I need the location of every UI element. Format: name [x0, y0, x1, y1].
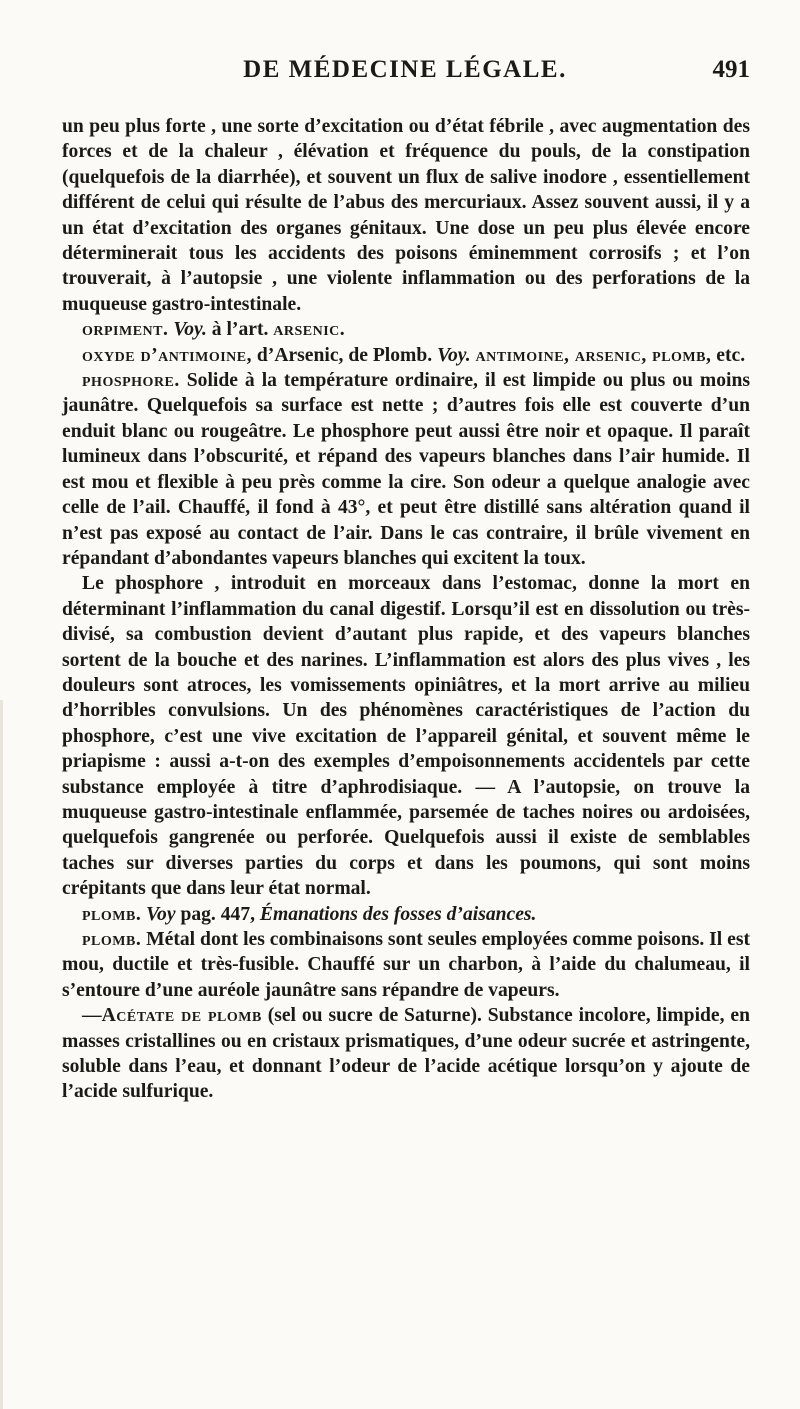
- entry-text: à l’art.: [211, 319, 269, 341]
- page-edge-shadow: [0, 700, 3, 1409]
- em-dash: —: [82, 1005, 102, 1027]
- entry-plomb-ref: [62, 902, 750, 927]
- entry-heading: orpiment.: [82, 319, 169, 341]
- paragraph-continued: un peu plus forte , une sorte d’excitation ou d’état fébrile , avec augmentation des forces et de la chaleur , élévation et fréquence du pouls, de la constipation (quelquefois de la diarrhée), et souvent un flux de salive inodore , essentiellement différent de celui qui résulte de l’abus des mercuriaux. Assez souvent aussi, il y a un état d’excitation des organes génitaux. Une dose un peu plus élevée encore déterminerait tous les accidents des poisons éminemment corrosifs ; et l’on trouverait, à l’autopsie , une violente inflammation ou des perforations de la muqueuse gastro-intestinale.: [62, 116, 750, 315]
- voy-label: Voy.: [437, 344, 471, 366]
- voy-label: Voy: [146, 903, 176, 925]
- page-header: [60, 56, 750, 96]
- entry-heading: Acétate de plomb: [101, 1005, 262, 1027]
- entry-text: Solide à la température ordinaire, il est limpide ou plus ou moins jaunâtre. Quelquefois sa surface est nette ; d’autres fois elle est couverte d’un enduit blanc ou rougeâtre. Le phosphore peut aussi être noir et opaque. Il paraît lumineux dans l’obscurité, et répand des vapeurs blanches dans l’air humide. Il est mou et flexible à peu près comme la cire. Son odeur a quelque analogie avec celle de l’ail. Chauffé, il fond à 43°, et peut être distillé sans altération quand il n’est pas exposé au contact de l’air. Dans le cas contraire, il brûle vivement en répandant d’abondantes vapeurs blanches qui excitent la toux.: [62, 370, 750, 569]
- cross-reference: Émanations des fosses d’aisances.: [259, 903, 537, 925]
- paragraph-phosphore-effects: Le phosphore , introduit en morceaux dans l’estomac, donne la mort en déterminant l’inflammation du canal digestif. Lorsqu’il est en dissolution ou très-divisé, sa combustion devient d’autant plus rapide, et des vapeurs blanches sortent de la bouche et des narines. L’inflammation est alors des plus vives , les douleurs sont atroces, les vomissements opiniâtres, et la mort arrive au milieu d’horribles convulsions. Un des phénomènes caractéristiques de l’action du phosphore, c’est une vive excitation de l’appareil génital, et souvent même le priapisme : aussi a-t-on des exemples d’empoisonnements accidentels par cette substance employée à titre d’aphrodisiaque. — A l’autopsie, on trouve la muqueuse gastro-intestinale enflammée, parsemée de taches noires ou ardoisées, quelquefois gangrenée ou perforée. Quelquefois aussi il existe de semblables taches sur diverses parties du corps et dans les poumons, qui sont moins crépitants que dans leur état normal.: [62, 573, 750, 900]
- entry-phosphore: [62, 368, 750, 571]
- running-title: DE MÉDECINE LÉGALE.: [243, 56, 567, 83]
- entry-oxyde-antimoine: [62, 343, 750, 368]
- entry-text: d’Arsenic, de Plomb.: [256, 344, 433, 366]
- entry-acetate-de-plomb: [62, 1003, 750, 1105]
- cross-reference: arsenic.: [273, 319, 346, 341]
- entry-text: (sel ou sucre de Saturne). Substance incolore, limpide, en masses cristallines ou en cristaux prismatiques, d’une odeur sucrée et astringente, soluble dans l’eau, et donnant l’odeur de l’acide acétique lorsqu’on y ajoute de l’acide sulfurique.: [62, 1005, 750, 1103]
- entry-heading: plomb.: [82, 903, 142, 925]
- entry-orpiment: [62, 317, 750, 342]
- entry-heading: oxyde d’antimoine,: [82, 344, 252, 366]
- entry-text: pag. 447,: [180, 903, 256, 925]
- page-number: 491: [712, 56, 750, 83]
- cross-reference: antimoine, arsenic, plomb,: [475, 344, 712, 366]
- entry-heading: plomb.: [82, 929, 142, 950]
- entry-heading: phosphore.: [82, 370, 180, 392]
- entry-text-end: etc.: [716, 344, 746, 366]
- page-body: [62, 114, 750, 1105]
- entry-text: Métal dont les combinaisons sont seules employées comme poisons. Il est mou, ductile et très-fusible. Chauffé sur un charbon, à l’aide du chalumeau, il s’entoure d’une auréole jaunâtre sans répandre de vapeurs.: [62, 929, 751, 1001]
- voy-label: Voy.: [173, 319, 207, 341]
- entry-plomb: [62, 927, 750, 1003]
